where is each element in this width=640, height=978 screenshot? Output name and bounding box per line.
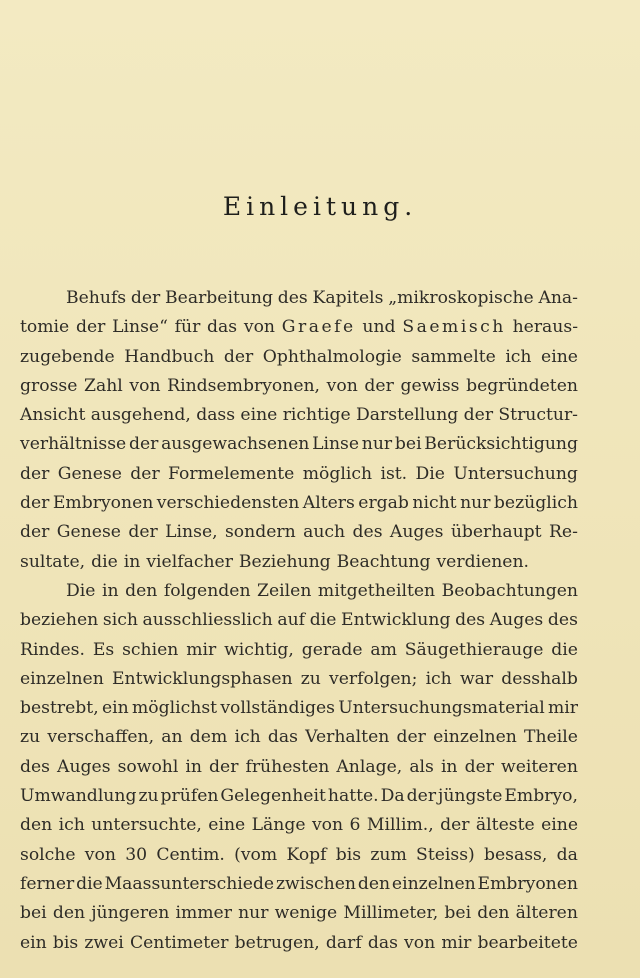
word: prüfen <box>160 786 219 807</box>
word: von <box>326 375 358 396</box>
word: 30 <box>125 844 148 865</box>
word: der <box>406 786 437 807</box>
word: Behufs <box>66 288 127 308</box>
word: Entwicklung <box>341 610 451 631</box>
text-line <box>20 753 578 782</box>
word: einzelnen <box>433 727 517 748</box>
word: der <box>209 756 239 777</box>
word: weiteren <box>501 756 578 777</box>
word: einzelnen <box>391 873 476 894</box>
word: mitgetheilten <box>317 580 436 601</box>
text-line <box>20 401 578 430</box>
word: beziehen <box>20 610 99 631</box>
word: am <box>370 639 397 660</box>
word: da <box>556 844 578 865</box>
word: ich <box>234 727 261 748</box>
text-line <box>20 548 578 577</box>
word: in <box>123 551 141 572</box>
word: Die <box>66 580 96 601</box>
word: Auges <box>57 756 111 777</box>
word: zu <box>138 786 159 807</box>
word: als <box>409 756 434 777</box>
word: Untersuchungsmaterial <box>338 698 545 719</box>
word: Beziehung <box>238 551 331 572</box>
word: des <box>352 522 383 543</box>
word: Darstellung <box>356 405 459 426</box>
word: ausgewachsenen <box>161 434 310 455</box>
text-line <box>20 899 578 928</box>
word: Rindes. <box>20 639 85 660</box>
word: Embryonen <box>477 873 578 894</box>
word: einzelnen <box>20 668 104 689</box>
word: (vom <box>234 844 278 865</box>
word: Bearbeitung <box>165 288 273 308</box>
word: Anlage, <box>336 756 403 777</box>
word: an <box>161 727 183 748</box>
word: älteste <box>475 815 535 836</box>
word: der <box>20 493 50 514</box>
word: der <box>130 463 160 484</box>
word: mir <box>186 639 217 660</box>
text-line <box>20 577 578 606</box>
word: grosse <box>20 375 78 396</box>
word: Entwicklungsphasen <box>111 668 293 689</box>
text-line <box>20 723 578 752</box>
word: der <box>463 405 494 426</box>
word: zwei <box>84 932 124 953</box>
word: Steiss) <box>416 844 475 865</box>
word: die <box>309 610 337 631</box>
text-line <box>20 636 578 665</box>
word: ein <box>20 932 47 953</box>
word: der <box>396 727 426 748</box>
word: eine <box>208 815 246 836</box>
word: Säugethierauge <box>404 639 544 660</box>
word: Genese <box>57 463 122 484</box>
word: vollständiges <box>220 698 335 719</box>
word: sultate, <box>20 551 86 572</box>
word: der <box>464 756 494 777</box>
word: der <box>440 815 470 836</box>
word: Gelegenheit <box>220 786 326 807</box>
word: zu <box>300 668 321 689</box>
word: zu <box>20 727 41 748</box>
word: Centim. <box>156 844 225 865</box>
word: Beachtung <box>336 551 431 572</box>
text-line <box>20 929 578 958</box>
word: der <box>128 522 158 543</box>
word: Linse“ <box>112 317 168 338</box>
word: ich <box>425 668 452 689</box>
word: Die <box>415 463 445 484</box>
word: Auges <box>389 522 444 543</box>
word: desshalb <box>501 668 578 689</box>
word: in <box>440 756 458 777</box>
word: der <box>364 375 394 396</box>
word: Umwandlung <box>20 786 137 807</box>
text-line <box>20 460 578 489</box>
word: von <box>243 317 276 338</box>
word: war <box>459 668 494 689</box>
word: bei <box>20 903 47 924</box>
word: ferner <box>20 873 75 894</box>
word: in <box>185 756 202 777</box>
word: ich <box>58 815 85 836</box>
word: wichtig, <box>224 639 294 660</box>
word: Formelemente <box>168 463 295 484</box>
word: bestrebt, <box>20 698 99 719</box>
word: begründeten <box>466 375 578 396</box>
text-line <box>20 518 578 547</box>
word: des <box>20 756 50 777</box>
word: ich <box>505 346 532 367</box>
word: nicht <box>412 493 457 514</box>
text-line <box>20 782 578 811</box>
word: der <box>75 317 106 338</box>
word: Kapitels <box>312 288 384 308</box>
word: frühesten <box>245 756 330 777</box>
word: den <box>357 873 391 894</box>
word: verschiedensten <box>156 493 300 514</box>
word: von <box>129 375 161 396</box>
word: nur <box>361 434 393 455</box>
word: Ana- <box>538 288 578 308</box>
word: das <box>267 727 298 748</box>
word: nur <box>460 493 491 514</box>
word: untersuchte, <box>91 815 202 836</box>
word: eine <box>541 346 578 367</box>
word: Rindsembryonen, <box>167 375 321 396</box>
word: Zeilen <box>257 580 312 601</box>
word: tomie <box>20 317 70 338</box>
word: Ansicht <box>20 405 86 426</box>
word: bei <box>394 434 422 455</box>
word: Ophthalmologie <box>262 346 402 367</box>
word: die <box>551 639 578 660</box>
word: den <box>477 903 510 924</box>
word: verfolgen; <box>329 668 418 689</box>
word: sammelte <box>411 346 496 367</box>
text-line <box>20 811 578 840</box>
word: für <box>174 317 201 338</box>
word: vielfacher <box>146 551 233 572</box>
word: ist. <box>380 463 408 484</box>
text-line <box>20 343 578 372</box>
word: Es <box>92 639 115 660</box>
word: ein <box>101 698 129 719</box>
word: bezüglich <box>493 493 578 514</box>
word: richtige <box>282 405 351 426</box>
word: zugebende <box>20 346 115 367</box>
word: der <box>20 522 50 543</box>
word: ausschliesslich <box>142 610 273 631</box>
text-line <box>20 313 578 342</box>
body-text <box>20 284 578 958</box>
word: 6 <box>349 815 361 836</box>
word: die <box>76 873 103 894</box>
word: sich <box>102 610 138 631</box>
word: nur <box>238 903 269 924</box>
word: den <box>52 903 86 924</box>
word: zwischen <box>275 873 356 894</box>
text-line <box>20 665 578 694</box>
word: sowohl <box>117 756 179 777</box>
word: verschaffen, <box>47 727 155 748</box>
word: des <box>455 610 486 631</box>
word: Structur- <box>498 405 578 426</box>
word: Graefe <box>281 317 356 338</box>
word: Kopf <box>286 844 327 865</box>
word: bis <box>335 844 362 865</box>
word: immer <box>175 903 232 924</box>
word: schien <box>122 639 179 660</box>
word: von <box>404 932 436 953</box>
word: Auges <box>489 610 544 631</box>
word: folgenden <box>163 580 251 601</box>
word: zum <box>370 844 407 865</box>
word: gewiss <box>400 375 460 396</box>
text-line <box>20 841 578 870</box>
word: der <box>128 434 159 455</box>
word: das <box>207 317 238 338</box>
word: auf <box>277 610 306 631</box>
word: bearbeitete <box>477 932 578 953</box>
word: sondern <box>224 522 296 543</box>
word: möglichst <box>131 698 218 719</box>
word: des <box>547 610 578 631</box>
word: älteren <box>515 903 578 924</box>
word: das <box>367 932 398 953</box>
word: Beobachtungen <box>441 580 578 601</box>
text-line <box>20 870 578 899</box>
word: Verhalten <box>305 727 390 748</box>
word: die <box>91 551 118 572</box>
chapter-heading: Einleitung. <box>222 192 418 221</box>
word: und <box>362 317 396 338</box>
word: Genese <box>56 522 121 543</box>
word: der <box>130 288 161 308</box>
word: den <box>20 815 53 836</box>
word: verdienen. <box>436 551 530 572</box>
word: jüngeren <box>91 903 170 924</box>
text-line <box>20 284 578 313</box>
word: Embryonen <box>52 493 154 514</box>
word: Zahl <box>84 375 123 396</box>
word: solche <box>20 844 76 865</box>
word: von <box>311 815 344 836</box>
word: in <box>101 580 119 601</box>
word: bis <box>52 932 79 953</box>
word: Linse <box>312 434 360 455</box>
word: von <box>84 844 116 865</box>
word: Alters <box>302 493 355 514</box>
text-line <box>20 430 578 459</box>
word: möglich <box>302 463 373 484</box>
word: des <box>277 288 308 308</box>
word: Länge <box>251 815 306 836</box>
word: Saemisch <box>402 317 506 338</box>
word: Linse, <box>165 522 218 543</box>
word: dem <box>189 727 228 748</box>
word: verhältnisse <box>20 434 127 455</box>
word: heraus- <box>512 317 578 338</box>
word: mir <box>547 698 578 719</box>
word: besass, <box>484 844 548 865</box>
word: Da <box>380 786 405 807</box>
word: wenige <box>274 903 338 924</box>
word: ergab <box>358 493 409 514</box>
word: der <box>20 463 50 484</box>
word: Berücksichtigung <box>424 434 578 455</box>
word: Theile <box>524 727 578 748</box>
word: den <box>125 580 158 601</box>
word: hatte. <box>327 786 379 807</box>
word: bei <box>444 903 472 924</box>
word: eine <box>240 405 278 426</box>
word: Untersuchung <box>453 463 578 484</box>
word: Embryo, <box>504 786 578 807</box>
word: darf <box>325 932 362 953</box>
word: Centimeter <box>129 932 229 953</box>
word: Millimeter, <box>343 903 439 924</box>
word: auch <box>303 522 346 543</box>
word: überhaupt <box>450 522 542 543</box>
word: eine <box>541 815 578 836</box>
word: Handbuch <box>124 346 215 367</box>
word: der <box>223 346 254 367</box>
word: gerade <box>301 639 363 660</box>
word: mir <box>441 932 472 953</box>
text-line <box>20 694 578 723</box>
word: betrugen, <box>234 932 320 953</box>
word: Millim., <box>366 815 434 836</box>
word: „mikroskopische <box>388 288 534 308</box>
word: Re- <box>548 522 578 543</box>
word: Maassunterschiede <box>104 873 275 894</box>
text-line <box>20 489 578 518</box>
word: jüngste <box>438 786 503 807</box>
text-line <box>20 606 578 635</box>
word: dass <box>196 405 236 426</box>
word: ausgehend, <box>90 405 191 426</box>
text-line <box>20 372 578 401</box>
